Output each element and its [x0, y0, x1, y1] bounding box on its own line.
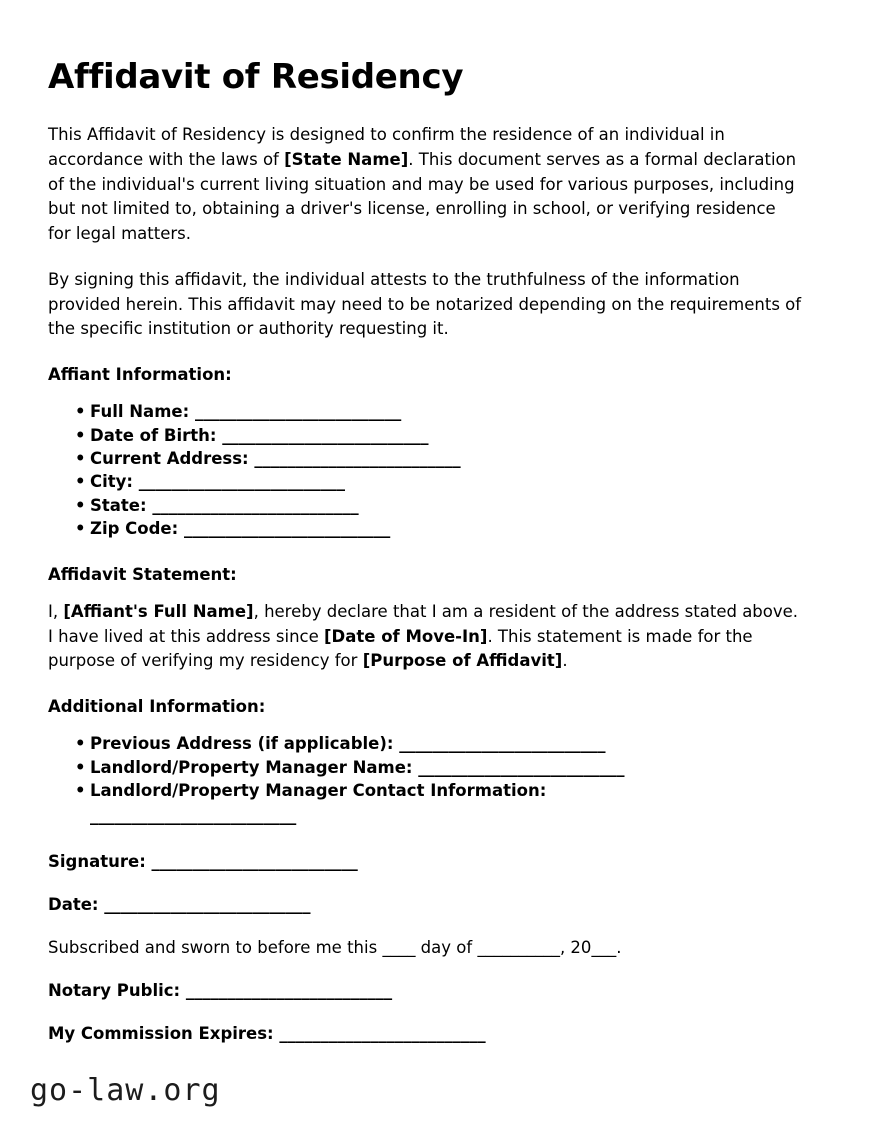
date-field-row [48, 893, 821, 917]
intro-p1-text-part1: This Affidavit of Residency is designed to confirm the residence of an individual in accordance with the laws of [48, 125, 725, 169]
statement-part2: , hereby declare that I am a resident of the address stated above. I have lived at this address since [48, 601, 799, 646]
move-in-date-placeholder: [Date of Move-In] [324, 626, 488, 646]
statement-part3: . This statement is made for the purpose of verifying my residency for [48, 626, 753, 671]
state-name-placeholder: [State Name] [284, 149, 409, 169]
date-blank[interactable]: _________________________ [104, 894, 311, 914]
list-item [48, 424, 821, 447]
intro-paragraph-2: By signing this affidavit, the individual attests to the truthfulness of the information provided herein. This affidavit may need to be notarized depending on the requirements of the specific institution or authority requesting it. [48, 269, 802, 339]
date-label: Date: [48, 894, 99, 914]
list-item [48, 756, 821, 779]
fill-blank[interactable]: _________________________ [254, 449, 461, 469]
sworn-statement-row [48, 936, 821, 960]
affiant-information-heading: Affiant Information: [48, 365, 232, 385]
intro-paragraph-1 [48, 123, 803, 247]
fill-blank[interactable]: _________________________ [138, 472, 346, 492]
list-item [48, 470, 821, 493]
statement-part1: I, [48, 601, 64, 621]
field-label: Landlord/Property Manager Contact Information: [90, 781, 547, 800]
fill-blank[interactable]: _________________________ [194, 402, 402, 422]
commission-expires-row [48, 1022, 821, 1046]
list-item [48, 400, 821, 423]
sworn-part3: , 20 [559, 937, 592, 957]
notary-public-row [48, 979, 821, 1003]
fill-blank[interactable]: _________________________ [222, 425, 429, 445]
affidavit-statement-heading: Affidavit Statement: [48, 564, 237, 584]
statement-part4: . [562, 651, 568, 671]
notary-label: Notary Public: [48, 980, 181, 1000]
list-item [48, 779, 821, 828]
fill-blank[interactable]: _________________________ [152, 495, 359, 515]
additional-information-list [48, 732, 821, 828]
signature-field-row [48, 850, 821, 874]
fill-blank[interactable]: _________________________ [399, 734, 606, 754]
field-label: Landlord/Property Manager Name: [90, 757, 413, 777]
affiant-name-placeholder: [Affiant's Full Name] [63, 601, 254, 621]
field-label: Full Name: [90, 402, 190, 422]
list-item [48, 732, 821, 755]
page-title: Affidavit of Residency [48, 57, 464, 97]
sworn-part2: day of [415, 937, 478, 957]
purpose-placeholder: [Purpose of Affidavit] [362, 651, 563, 671]
signature-blank[interactable]: _________________________ [151, 851, 358, 871]
notary-blank[interactable]: _________________________ [185, 980, 393, 1000]
field-label: State: [90, 495, 147, 515]
sworn-part1: Subscribed and sworn to before me this [48, 937, 383, 957]
field-label: Zip Code: [90, 519, 179, 539]
list-item [48, 517, 821, 540]
field-label: City: [90, 472, 134, 492]
list-item [48, 494, 821, 517]
fill-blank[interactable]: _________________________ [418, 757, 625, 777]
sworn-part4: . [616, 937, 622, 957]
sworn-month-blank[interactable]: __________ [477, 937, 560, 957]
intro-p1-text-part2: . This document serves as a formal declaration of the individual's current living situation and may be used for various purposes, including but not limited to, obtaining a driver's license, enrolling in school, or verifying residence for legal matters. [48, 149, 797, 244]
commission-label: My Commission Expires: [48, 1023, 274, 1043]
footer-watermark: go-law.org [30, 1073, 221, 1108]
field-label: Date of Birth: [90, 425, 217, 445]
field-label: Previous Address (if applicable): [90, 734, 394, 754]
sworn-day-blank[interactable]: ____ [382, 937, 416, 957]
field-label: Current Address: [90, 449, 249, 469]
fill-blank[interactable]: _________________________ [90, 806, 297, 826]
list-item [48, 447, 821, 470]
sworn-year-blank[interactable]: ___ [591, 937, 617, 957]
fill-blank[interactable]: _________________________ [183, 519, 391, 539]
affidavit-statement-text [48, 600, 803, 674]
additional-information-heading: Additional Information: [48, 697, 266, 717]
commission-blank[interactable]: _________________________ [279, 1023, 486, 1043]
signature-label: Signature: [48, 851, 146, 871]
affiant-information-list [48, 400, 821, 541]
